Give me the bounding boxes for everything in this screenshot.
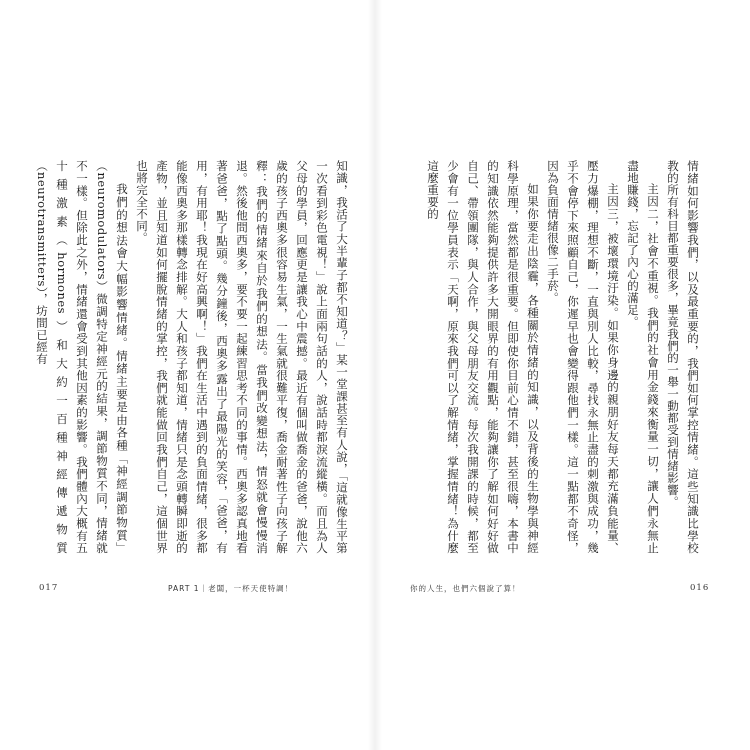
body-paragraph: 如果你要走出陰霾，各種關於情緒的知識，以及背後的生物學與神經科學原理，當然都是很重要。但即使你目前心情不錯，甚至很嗨，本書中的知識依然能夠提供許多大開眼界的有用觀點，能夠讓你了解如何好好做自己、帶領團隊，與人合作，與父母朋友交流。每次我開課的時候，都至少會有一位學員表示「天啊，原來我們可以了解情緒，掌握情緒！為什麼這麼重要的 — [426, 160, 540, 554]
running-head: 你的人生，也們六個說了算！ — [410, 584, 521, 593]
body-paragraph: 知識，我活了大半輩子都不知道？」某一堂課甚至有人說，「這就像生平第一次看到彩色電視！」說上面兩句話的人，說話時都淚流縱橫。而且為人父母的學員，回應更是讓我心中震撼。最近有個叫做喬金的爸爸，說他六歲的孩子西奧多很容易生氣，一生氣就很難平復，喬金耐著性子向孩子解釋：我們的情緒來自於我們的想法。當我們改變想法，情怒就會慢慢消退。然後他問西奧多，要不要一起練習思考不同的事情。西奧多認真地看著爸爸，點了點頭。幾分鐘後，西奧多露出了最陽光的笑容，「爸爸，有用，有用耶！我現在好高興啊！」我們在生活中遇到的負面情緒，很多都能像西奧多那樣轉念排解。大人和孩子都知道，情緒只是念頭轉瞬即逝的產物，並且知道如何擺脫情緒的掌控，我們就能做回我們自己，這個世界也將完全不同。 — [135, 160, 349, 554]
page-number: 017 — [39, 583, 59, 593]
running-head: PART 1｜老闆，一杯天使特調！ — [168, 584, 294, 593]
body-paragraph: 情緒如何影響我們，以及最重要的，我們如何掌控情緒。這些知識比學校教的所有科目都重要很多，畢竟我們的一舉一動都受到情緒影響。 — [666, 160, 700, 554]
book-gutter — [368, 0, 382, 750]
right-page-body — [403, 160, 703, 554]
page-number: 016 — [690, 583, 710, 593]
body-paragraph: 我們的想法會大幅影響情緒。情緒主要是由各種「神經調節物質」（neuromodulators）微調特定神經元的結果，調節物質不同，情緒就不一樣。但除此之外，情緒還會受到其他因素的影響。我們體內大概有五十種激素（hormones）和大約一百種神經傳遞物質（neurotransmitters），坊間已經有 — [35, 160, 129, 554]
left-page-body — [35, 160, 352, 554]
right-page — [375, 0, 750, 750]
body-paragraph: 主因二，社會不重視。我們的社會用金錢來衡量一切，讓人們永無止盡地賺錢，忘記了內心的滿足。 — [626, 160, 660, 554]
body-paragraph: 主因三，被壞環境汙染。如果你身邊的親朋好友每天都充滿負能量、壓力爆棚，理想不斷，一直與別人比較，尋找永無止盡的刺激與成功，幾乎不會停下來照顧自己，你遲早也會變得跟他們一樣。這一點都不奇怪，因為負面情緒很像二手菸。 — [546, 160, 620, 554]
